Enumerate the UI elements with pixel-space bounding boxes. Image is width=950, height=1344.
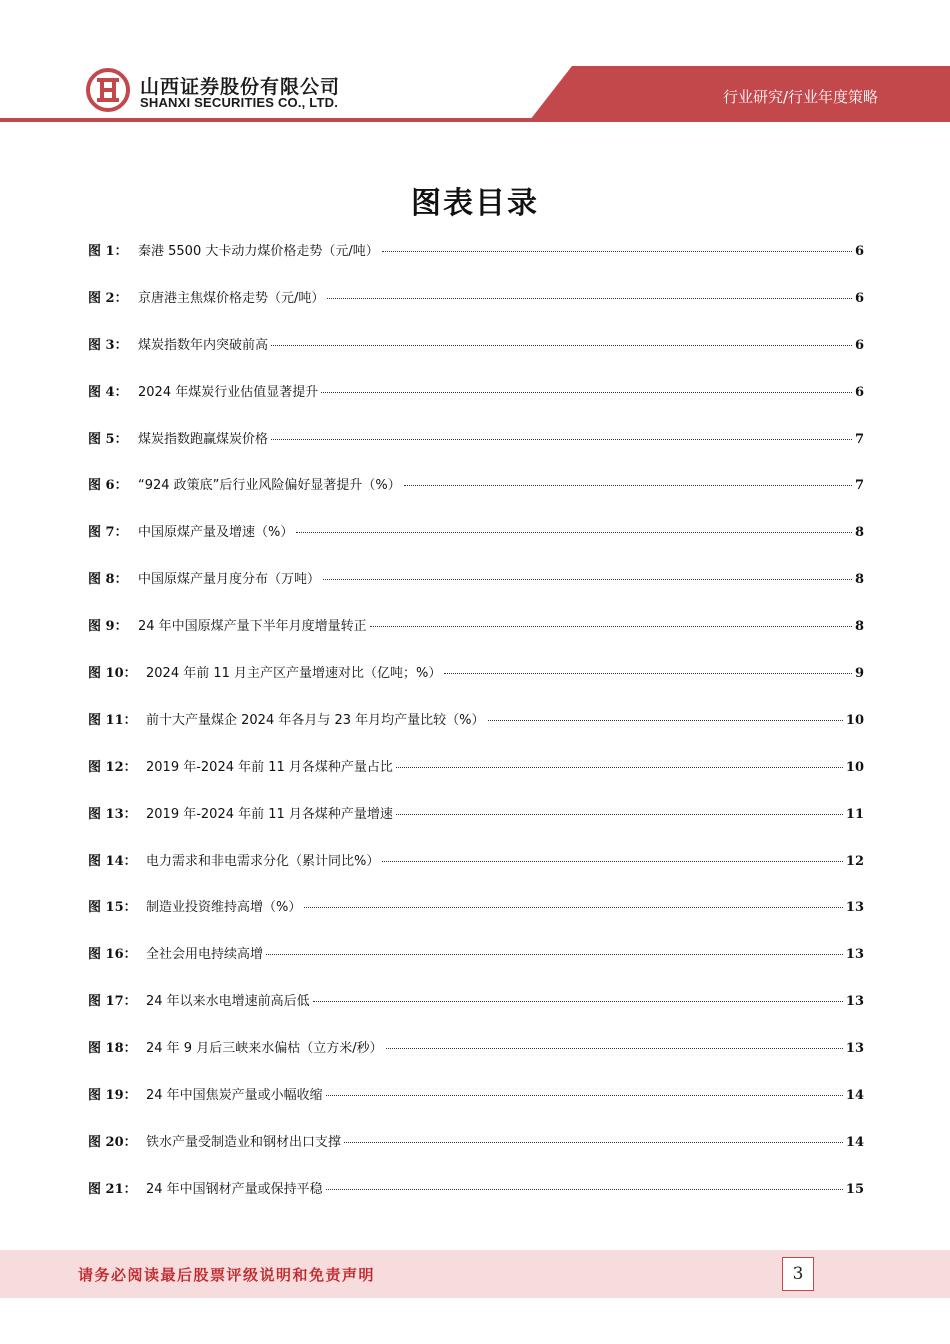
disclaimer-text: 请务必阅读最后股票评级说明和免责声明 [78,1266,376,1284]
toc-entry-page: 7 [854,478,864,494]
toc-entry-page: 13 [845,947,864,963]
toc-entry[interactable] [88,521,864,568]
toc-dot-leader [396,767,843,768]
toc-entry-page: 8 [854,619,864,635]
toc-entry-title: 京唐港主焦煤价格走势（元/吨） [138,290,325,306]
page-title: 图表目录 [411,186,539,221]
toc-dot-leader [266,954,843,955]
toc-entry-label: 图 14： [88,853,137,869]
company-name-en: SHANXI SECURITIES CO., LTD. [140,95,339,110]
toc-dot-leader [344,1142,843,1143]
toc-entry[interactable] [88,287,864,334]
toc-entry-title: 24 年中国钢材产量或保持平稳 [146,1181,323,1197]
toc-dot-leader [271,345,852,346]
toc-entry[interactable] [88,896,864,943]
toc-entry[interactable] [88,334,864,381]
toc-entry-label: 图 6： [88,478,128,494]
toc-entry[interactable] [88,662,864,709]
toc-dot-leader [396,814,843,815]
toc-entry-page: 6 [854,290,864,306]
toc-entry-title: “924 政策底”后行业风险偏好显著提升（%） [138,478,401,494]
toc-entry-label: 图 16： [88,947,137,963]
toc-entry[interactable] [88,568,864,615]
toc-dot-leader [304,907,843,908]
toc-entry-label: 图 15： [88,900,137,916]
toc-entry-page: 6 [854,337,864,353]
toc-entry-label: 图 17： [88,994,137,1010]
toc-entry-title: 2024 年煤炭行业估值显著提升 [138,384,319,400]
toc-entry[interactable] [88,943,864,990]
toc-entry[interactable] [88,990,864,1037]
report-type-label: 行业研究/行业年度策略 [722,88,878,106]
shanxi-securities-logo-icon [86,68,130,112]
toc-entry[interactable] [88,428,864,475]
toc-entry-title: 煤炭指数年内突破前高 [138,337,269,353]
page-number: 3 [782,1257,814,1291]
toc-entry-page: 14 [845,1088,864,1104]
toc-entry[interactable] [88,803,864,850]
toc-entry-page: 6 [854,384,864,400]
toc-entry-title: 2019 年-2024 年前 11 月各煤种产量增速 [146,806,393,822]
toc-entry-label: 图 5： [88,431,128,447]
toc-entry-title: 秦港 5500 大卡动力煤价格走势（元/吨） [138,244,379,259]
toc-entry-page: 8 [854,572,864,588]
toc-entry-page: 8 [854,525,864,541]
toc-entry-page: 10 [845,759,864,775]
toc-dot-leader [313,1001,843,1002]
company-name-cn: 山西证券股份有限公司 [140,76,341,98]
figure-list [88,240,864,1225]
toc-dot-leader [327,298,852,299]
toc-dot-leader [386,1048,843,1049]
toc-entry[interactable] [88,850,864,897]
toc-entry-label: 图 12： [88,759,137,775]
toc-entry-label: 图 4： [88,384,128,400]
toc-entry-label: 图 18： [88,1041,137,1057]
toc-dot-leader [382,251,852,252]
toc-entry-label: 图 13： [88,806,137,822]
toc-entry-page: 13 [845,994,864,1010]
toc-entry[interactable] [88,240,864,287]
header-divider [0,118,950,122]
toc-entry-page: 6 [854,244,864,259]
toc-entry-label: 图 1： [88,244,128,259]
toc-entry-page: 9 [854,666,864,682]
toc-entry-title: 24 年中国焦炭产量或小幅收缩 [146,1088,323,1104]
toc-entry-page: 11 [845,806,864,822]
toc-entry-title: 2024 年前 11 月主产区产量增速对比（亿吨；%） [146,666,442,682]
toc-dot-leader [271,439,852,440]
toc-entry-title: 前十大产量煤企 2024 年各月与 23 年月均产量比较（%） [146,712,485,728]
toc-entry[interactable] [88,1037,864,1084]
toc-entry-page: 13 [845,900,864,916]
toc-dot-leader [404,485,852,486]
toc-entry-title: 全社会用电持续高增 [146,947,264,963]
toc-entry-label: 图 21： [88,1181,137,1197]
toc-entry-label: 图 10： [88,666,137,682]
toc-dot-leader [488,720,843,721]
toc-dot-leader [444,673,852,674]
toc-dot-leader [321,392,852,393]
toc-entry-title: 24 年 9 月后三峡来水偏枯（立方米/秒） [146,1041,383,1057]
toc-entry[interactable] [88,381,864,428]
toc-entry-title: 煤炭指数跑赢煤炭价格 [138,431,269,447]
toc-entry-title: 制造业投资维持高增（%） [146,900,302,916]
toc-entry[interactable] [88,474,864,521]
toc-dot-leader [323,579,852,580]
toc-entry-label: 图 19： [88,1088,137,1104]
toc-entry-label: 图 3： [88,337,128,353]
toc-entry[interactable] [88,1084,864,1131]
toc-entry-title: 中国原煤产量及增速（%） [138,525,294,541]
toc-dot-leader [382,861,843,862]
toc-entry[interactable] [88,1178,864,1225]
toc-entry-label: 图 2： [88,290,128,306]
toc-dot-leader [326,1095,843,1096]
toc-entry-title: 铁水产量受制造业和钢材出口支撑 [146,1134,342,1150]
toc-entry-page: 13 [845,1041,864,1057]
toc-entry-label: 图 7： [88,525,128,541]
toc-entry-title: 电力需求和非电需求分化（累计同比%） [146,853,380,869]
toc-entry-label: 图 11： [88,712,137,728]
page-footer [0,1250,950,1298]
toc-entry-page: 15 [845,1181,864,1197]
toc-entry-title: 中国原煤产量月度分布（万吨） [138,572,321,588]
toc-entry-title: 2019 年-2024 年前 11 月各煤种产量占比 [146,759,393,775]
toc-entry-page: 14 [845,1134,864,1150]
toc-entry-label: 图 9： [88,619,128,635]
toc-entry-title: 24 年以来水电增速前高后低 [146,994,310,1010]
toc-entry[interactable] [88,756,864,803]
toc-entry[interactable] [88,1131,864,1178]
toc-entry-title: 24 年中国原煤产量下半年月度增量转正 [138,619,367,635]
toc-entry-page: 10 [845,712,864,728]
toc-dot-leader [370,626,852,627]
toc-dot-leader [296,532,852,533]
toc-entry[interactable] [88,615,864,662]
toc-entry-label: 图 20： [88,1134,137,1150]
toc-dot-leader [326,1189,843,1190]
toc-entry[interactable] [88,709,864,756]
toc-entry-page: 7 [854,431,864,447]
page-header [0,0,950,122]
toc-entry-label: 图 8： [88,572,128,588]
toc-entry-page: 12 [845,853,864,869]
